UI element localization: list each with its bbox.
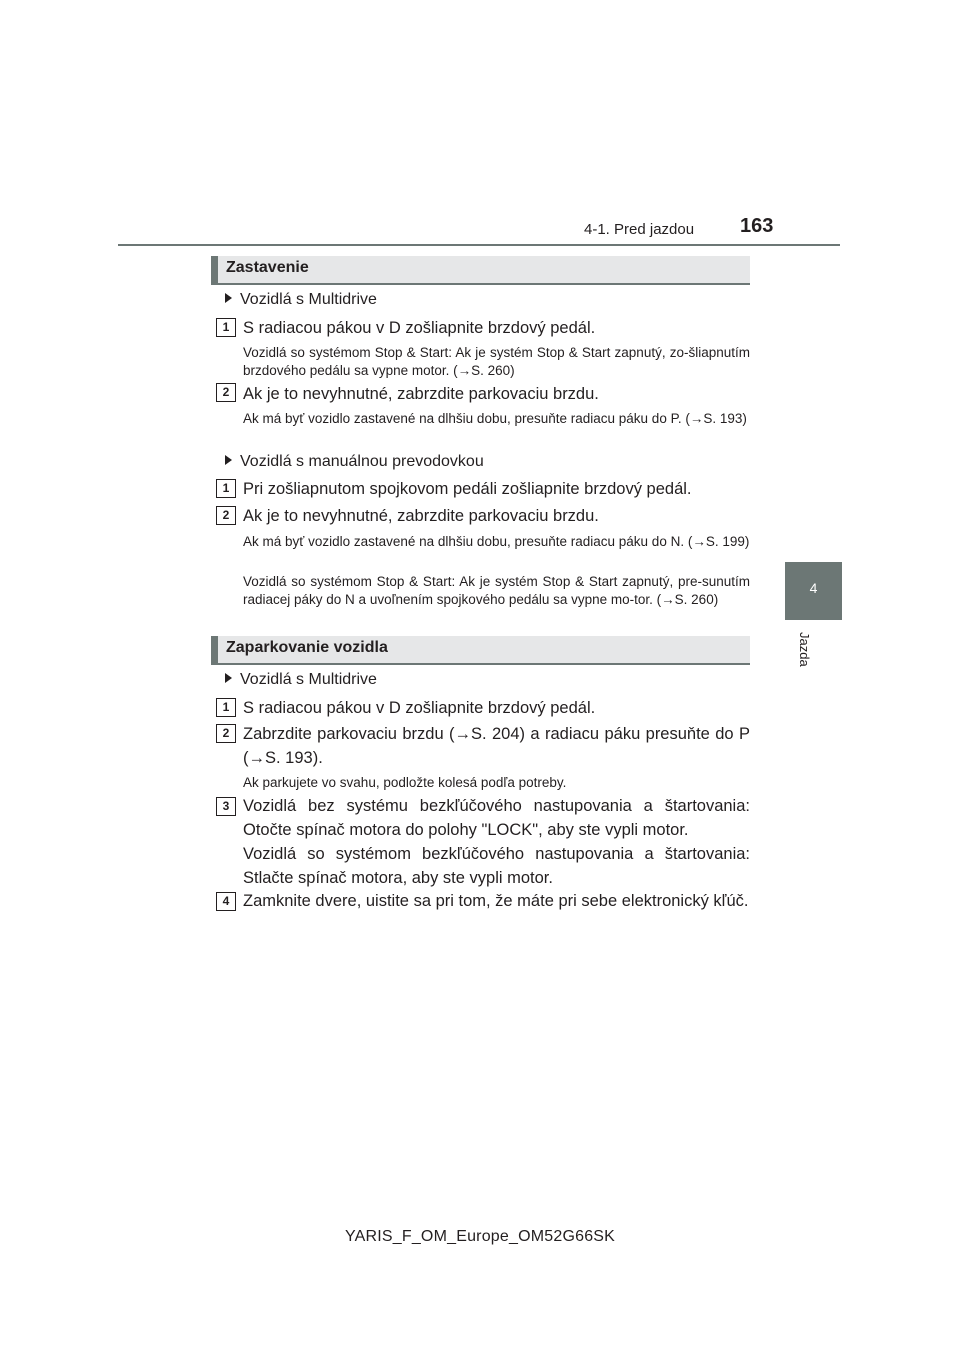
step-text: Pri zošliapnutom spojkovom pedáli zošliapnite brzdový pedál. [243, 480, 692, 498]
note-text: Ak má byť vozidlo zastavené na dlhšiu dobu, presuňte radiacu páku do N. (→S. 199) [243, 534, 750, 549]
note-text: Vozidlá so systémom Stop & Start: Ak je systém Stop & Start zapnutý, zo-šliapnutím brzdového pedálu sa vypne motor. (→S. 260) [243, 345, 750, 378]
step-text: S radiacou pákou v D zošliapnite brzdový pedál. [243, 319, 596, 337]
step-text-continued: Vozidlá so systémom bezkľúčového nastupovania a štartovania: Stlačte spínač motora, aby ste vypli motor. [243, 845, 750, 887]
subheading-multidrive: Vozidlá s Multidrive [225, 291, 377, 309]
step-text: S radiacou pákou v D zošliapnite brzdový pedál. [243, 699, 596, 717]
step-number: 1 [216, 698, 236, 717]
triangle-icon [225, 455, 232, 465]
step-number: 1 [216, 479, 236, 498]
step-number: 2 [216, 383, 236, 402]
page-number: 163 [740, 215, 774, 237]
subheading-manual: Vozidlá s manuálnou prevodovkou [225, 453, 484, 471]
step-number: 2 [216, 724, 236, 743]
header-divider [118, 244, 840, 246]
subheading-multidrive-park: Vozidlá s Multidrive [225, 671, 377, 689]
chapter-label: Jazda [797, 632, 812, 667]
step-number: 1 [216, 318, 236, 337]
footer-document-id: YARIS_F_OM_Europe_OM52G66SK [344, 1228, 616, 1245]
chapter-tab [785, 562, 842, 620]
triangle-icon [225, 293, 232, 303]
step-number: 2 [216, 506, 236, 525]
step-text: Ak je to nevyhnutné, zabrzdite parkovaciu brzdu. [243, 385, 599, 403]
step-number: 4 [216, 892, 236, 911]
step-text: Ak je to nevyhnutné, zabrzdite parkovaciu brzdu. [243, 507, 599, 525]
step-text: Zamknite dvere, uistite sa pri tom, že máte pri sebe elektronický kľúč. [243, 892, 749, 910]
chapter-number: 4 [809, 580, 818, 596]
header-section-title: 4-1. Pred jazdou [584, 221, 695, 238]
note-text: Ak parkujete vo svahu, podložte kolesá podľa potreby. [243, 775, 567, 790]
section-heading-stop: Zastavenie [211, 256, 750, 283]
section-heading-park: Zaparkovanie vozidla [211, 636, 750, 663]
step-number: 3 [216, 797, 236, 816]
triangle-icon [225, 673, 232, 683]
note-text: Vozidlá so systémom Stop & Start: Ak je systém Stop & Start zapnutý, pre-sunutím radiacej páky do N a uvoľnením spojkového pedálu sa vypne mo-tor. (→S. 260) [243, 574, 750, 607]
step-text: Vozidlá bez systému bezkľúčového nastupovania a štartovania: Otočte spínač motora do polohy "LOCK", aby ste vypli motor. [243, 797, 750, 839]
note-text: Ak má byť vozidlo zastavené na dlhšiu dobu, presuňte radiacu páku do P. (→S. 193) [243, 411, 747, 426]
step-text: Zabrzdite parkovaciu brzdu (→S. 204) a radiacu páku presuňte do P (→S. 193). [243, 725, 750, 767]
